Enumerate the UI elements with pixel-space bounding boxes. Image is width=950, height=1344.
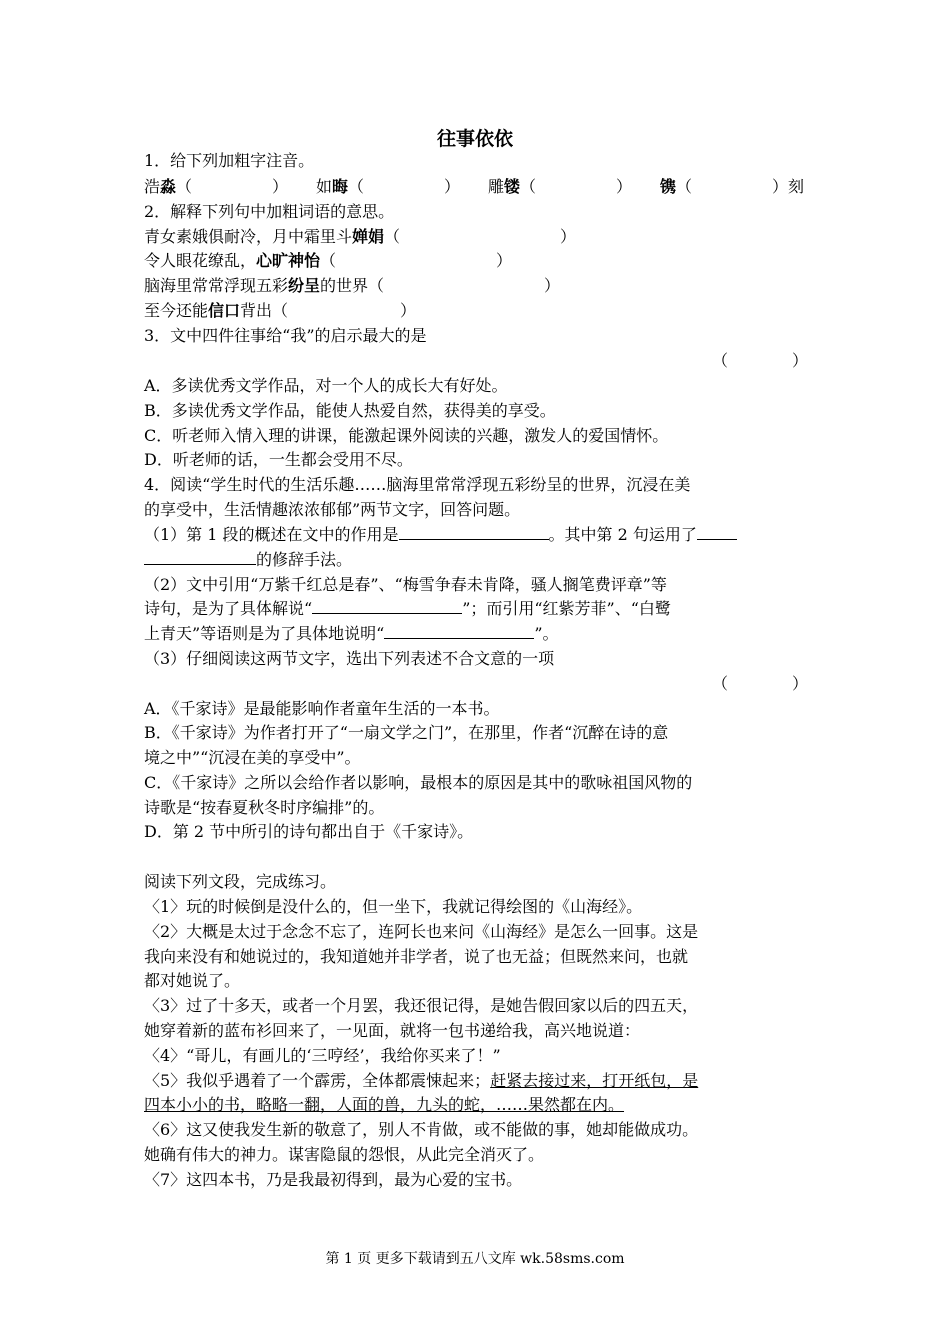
q3-option-a: A．多读优秀文学作品，对一个人的成长大有好处。: [144, 376, 508, 395]
q4-option-c-line-1: C．《千家诗》之所以会给作者以影响，最根本的原因是其中的歌咏祖国风物的: [144, 773, 693, 792]
reading-para-2-line-2: 我向来没有和她说过的，我知道她并非学者，说了也无益；但既然来问，也就: [144, 947, 689, 966]
answer-blank[interactable]: [312, 598, 462, 614]
q4-stem-line-1: 4．阅读“学生时代的生活乐趣……脑海里常常浮现五彩纷呈的世界，沉浸在美: [144, 475, 691, 494]
answer-blank[interactable]: [144, 549, 256, 565]
reading-para-3-line-2: 她穿着新的蓝布衫回来了，一见面，就将一包书递给我，高兴地说道：: [144, 1021, 641, 1040]
reading-para-2-line-3: 都对她说了。: [144, 971, 241, 990]
q4-sub1-line-1: （1）第 1 段的概述在文中的作用是 。其中第 2 句运用了: [144, 524, 737, 546]
q2-line-2: 令人眼花缭乱，心旷神怡（ ）: [144, 251, 513, 270]
q4-option-d: D．第 2 节中所引的诗句都出自于《千家诗》。: [144, 822, 474, 841]
q1-item-3: 雕镂（ ）: [488, 177, 633, 196]
q3-option-b: B．多读优秀文学作品，能使人热爱自然，获得美的享受。: [144, 401, 556, 420]
q3-option-d: D．听老师的话，一生都会受用不尽。: [144, 450, 413, 469]
q2-line-3: 脑海里常常浮现五彩纷呈的世界（ ）: [144, 276, 561, 295]
q4-sub2-line-2: 诗句，是为了具体解说“ ”；而引用“红紫芳菲”、“白鹭: [144, 599, 671, 618]
reading-para-6-line-2: 她确有伟大的神力。谋害隐鼠的怨恨，从此完全消灭了。: [144, 1145, 545, 1164]
reading-para-6-line-1: 〈6〉这又使我发生新的敬意了，别人不肯做，或不能做的事，她却能做成功。: [144, 1120, 699, 1139]
reading-para-4: 〈4〉“哥儿，有画儿的‘三哼经’，我给你买来了！”: [144, 1046, 501, 1065]
reading-para-5-line-1: 〈5〉我似乎遇着了一个霹雳，全体都震悚起来；赶紧去接过来，打开纸包，是: [144, 1071, 699, 1090]
answer-blank[interactable]: [399, 524, 549, 540]
q4-sub2-line-1: （2）文中引用“万紫千红总是春”、“梅雪争春未肯降，骚人搁笔费评章”等: [144, 575, 667, 594]
reading-para-2-line-1: 〈2〉大概是太过于念念不忘了，连阿长也来问《山海经》是怎么一回事。这是: [144, 922, 699, 941]
q4-sub1-line-2: 的修辞手法。: [144, 549, 352, 571]
q4-option-b-line-1: B．《千家诗》为作者打开了“一扇文学之门”，在那里，作者“沉醉在诗的意: [144, 723, 669, 742]
underlined-sentence: 赶紧去接过来，打开纸包，是: [490, 1071, 699, 1090]
q3-answer-paren: （ ）: [712, 351, 809, 370]
q1-stem: 1．给下列加粗字注音。: [144, 151, 315, 170]
q4-stem-line-2: 的享受中，生活情趣浓浓郁郁”两节文字，回答问题。: [144, 500, 521, 519]
q1-item-1: 浩淼（ ）: [144, 177, 289, 196]
reading-para-7: 〈7〉这四本书，乃是我最初得到，最为心爱的宝书。: [144, 1170, 523, 1189]
q2-stem: 2．解释下列句中加粗词语的意思。: [144, 202, 395, 221]
page-title: 往事依依: [436, 128, 513, 150]
q4-answer-paren: （ ）: [712, 674, 809, 693]
reading-para-5-line-2: [144, 1094, 624, 1116]
answer-blank[interactable]: [697, 524, 737, 540]
page-footer: 第 1 页 更多下载请到五八文库 wk.58sms.com: [325, 1251, 625, 1267]
q4-sub3-stem: （3）仔细阅读这两节文字，选出下列表述不合文意的一项: [144, 649, 555, 668]
q4-option-b-line-2: 境之中”“沉浸在美的享受中”。: [144, 748, 361, 767]
q2-line-1: 青女素娥俱耐冷，月中霜里斗婵娟（ ）: [144, 227, 577, 246]
underlined-sentence: 四本小小的书，略略一翻，人面的兽，九头的蛇，……果然都在内。: [144, 1095, 625, 1114]
reading-para-3-line-1: 〈3〉过了十多天，或者一个月罢，我还很记得，是她告假回家以后的四五天，: [144, 996, 699, 1015]
q2-line-4: 至今还能信口背出（ ）: [144, 301, 417, 320]
q3-stem: 3．文中四件往事给“我”的启示最大的是: [144, 326, 427, 345]
q4-sub2-line-3: 上青天”等语则是为了具体地说明“ ”。: [144, 624, 559, 643]
q4-option-c-line-2: 诗歌是“按春夏秋冬时序编排”的。: [144, 798, 385, 817]
q4-option-a: A．《千家诗》是最能影响作者童年生活的一本书。: [144, 699, 500, 718]
q3-option-c: C．听老师入情入理的讲课，能激起课外阅读的兴趣，激发人的爱国情怀。: [144, 426, 669, 445]
answer-blank[interactable]: [384, 623, 534, 639]
q1-item-2: 如晦（ ）: [316, 177, 461, 196]
reading-intro: 阅读下列文段，完成练习。: [144, 872, 337, 891]
reading-para-1: 〈1〉玩的时候倒是没什么的，但一坐下，我就记得绘图的《山海经》。: [144, 897, 643, 916]
q1-item-4: 镌（ ）刻: [660, 177, 805, 196]
